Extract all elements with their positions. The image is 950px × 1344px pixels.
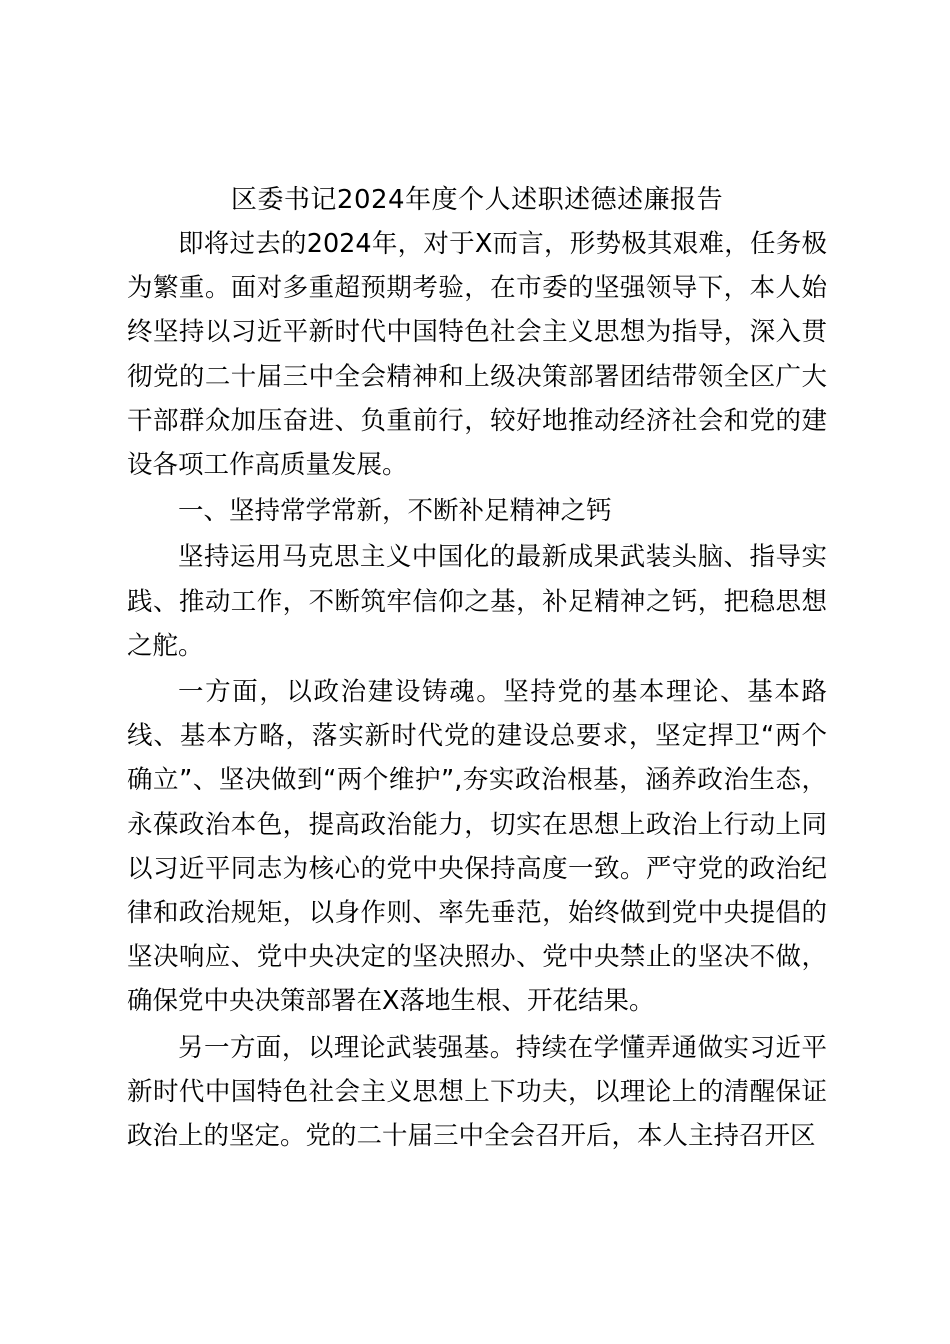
paragraph-political-building: 一方面，以政治建设铸魂。坚持党的基本理论、基本路线、基本方略，落实新时代党的建设总要求，坚定捍卫“两个确立”、坚决做到“两个维护”,夯实政治根基，涵养政治生态，永葆政治本色，提高政治能力，切实在思想上政治上行动上同以习近平同志为核心的党中央保持高度一致。严守党的政治纪律和政治规矩，以身作则、率先垂范，始终做到党中央提倡的坚决响应、党中央决定的坚决照办、党中央禁止的坚决不做，确保党中央决策部署在X落地生根、开花结果。 <box>127 677 827 1017</box>
paragraph-intro: 即将过去的2024年，对于X而言，形势极其艰难，任务极为繁重。面对多重超预期考验，在市委的坚强领导下，本人始终坚持以习近平新时代中国特色社会主义思想为指导，深入贯彻党的二十届三中全会精神和上级决策部署团结带领全区广大干部群众加压奋进、负重前行，较好地推动经济社会和党的建设各项工作高质量发展。 <box>127 229 827 481</box>
paragraph-theory-armament: 另一方面，以理论武装强基。持续在学懂弄通做实习近平新时代中国特色社会主义思想上下功夫，以理论上的清醒保证政治上的坚定。党的二十届三中全会召开后，本人主持召开区 <box>127 1032 827 1152</box>
document-title: 区委书记2024年度个人述职述德述廉报告 <box>230 185 724 215</box>
section-heading-1: 一、坚持常学常新，不断补足精神之钙 <box>178 496 612 527</box>
document-body <box>127 178 827 1158</box>
paragraph-section-1-summary: 坚持运用马克思主义中国化的最新成果武装头脑、指导实践、推动工作，不断筑牢信仰之基，补足精神之钙，把稳思想之舵。 <box>127 542 827 661</box>
